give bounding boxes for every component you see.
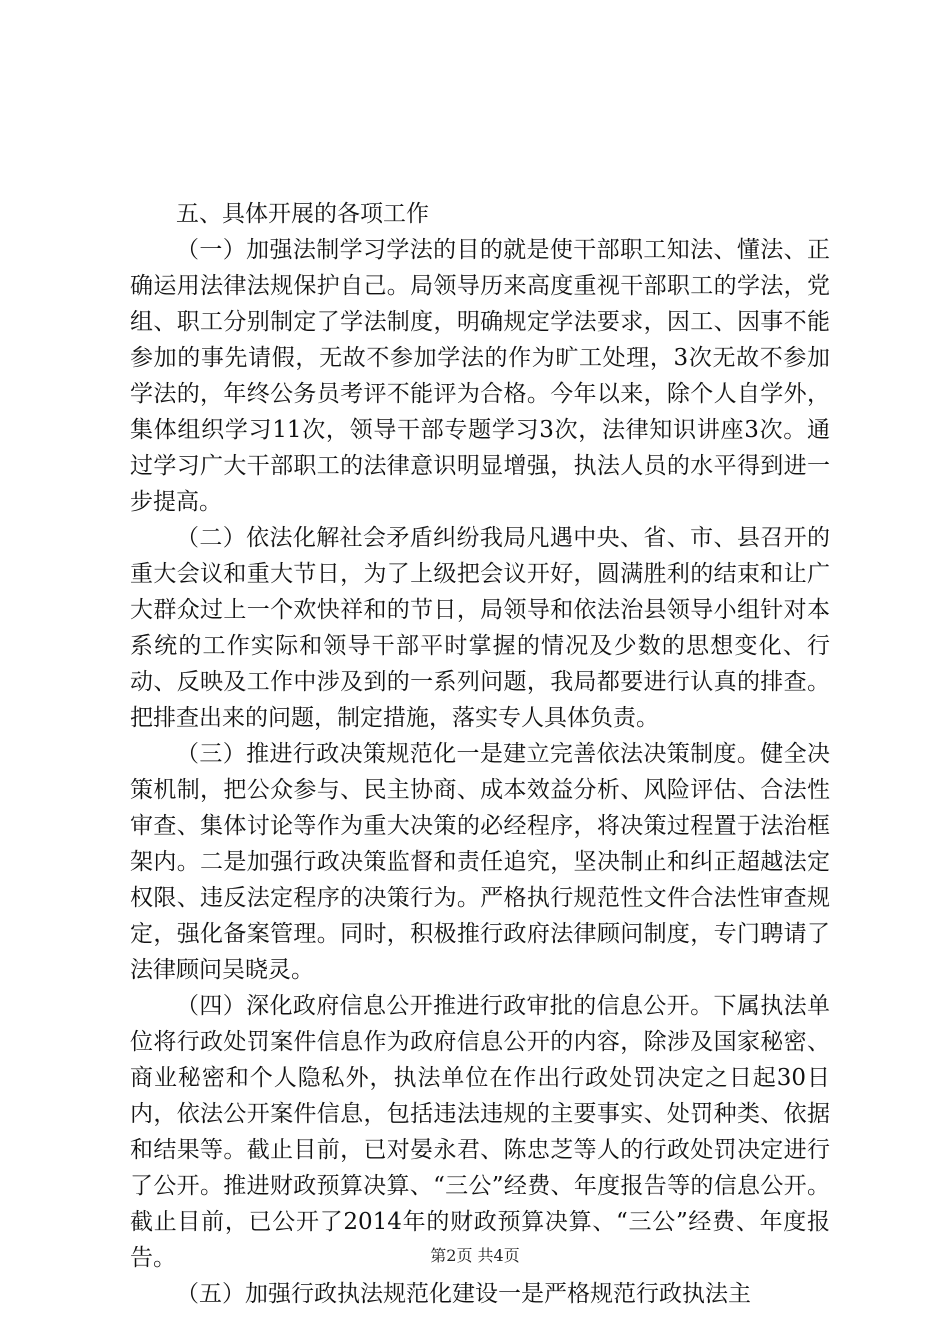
document-body — [130, 196, 830, 1312]
paragraph-1: （一）加强法制学习学法的目的就是使干部职工知法、懂法、正确运用法律法规保护自己。局领导历来高度重视干部职工的学法，党组、职工分别制定了学法制度，明确规定学法要求，因工、因事不能参加的事先请假，无故不参加学法的作为旷工处理，3次无故不参加学法的，年终公务员考评不能评为合格。今年以来，除个人自学外，集体组织学习11次，领导干部专题学习3次，法律知识讲座3次。通过学习广大干部职工的法律意识明显增强，执法人员的水平得到进一步提高。 — [130, 237, 830, 515]
paragraph-3: （三）推进行政决策规范化一是建立完善依法决策制度。健全决策机制，把公众参与、民主协商、成本效益分析、风险评估、合法性审查、集体讨论等作为重大决策的必经程序，将决策过程置于法治框架内。二是加强行政决策监督和责任追究，坚决制止和纠正超越法定权限、违反法定程序的决策行为。严格执行规范性文件合法性审查规定，强化备案管理。同时，积极推行政府法律顾问制度，专门聘请了法律顾问吴晓灵。 — [130, 741, 830, 983]
paragraph-5: （五）加强行政执法规范化建设一是严格规范行政执法主 — [176, 1281, 751, 1307]
paragraph-2: （二）依法化解社会矛盾纠纷我局凡遇中央、省、市、县召开的重大会议和重大节日，为了上级把会议开好，圆满胜利的结束和让广大群众过上一个欢快祥和的节日，局领导和依法治县领导小组针对本系统的工作实际和领导干部平时掌握的情况及少数的思想变化、行动、反映及工作中涉及到的一系列问题，我局都要进行认真的排查。把排查出来的问题，制定措施，落实专人具体负责。 — [130, 525, 830, 731]
section-heading: 五、具体开展的各项工作 — [176, 201, 429, 227]
page-number-footer: 第2页 共4页 — [430, 1246, 520, 1265]
paragraph-4: （四）深化政府信息公开推进行政审批的信息公开。下属执法单位将行政处罚案件信息作为政府信息公开的内容，除涉及国家秘密、商业秘密和个人隐私外，执法单位在作出行政处罚决定之日起30日内，依法公开案件信息，包括违法违规的主要事实、处罚种类、依据和结果等。截止目前，已对晏永君、陈忠芝等人的行政处罚决定进行了公开。推进财政预算决算、“三公”经费、年度报告等的信息公开。截止目前，已公开了2014年的财政预算决算、“三公”经费、年度报告。 — [130, 993, 830, 1271]
